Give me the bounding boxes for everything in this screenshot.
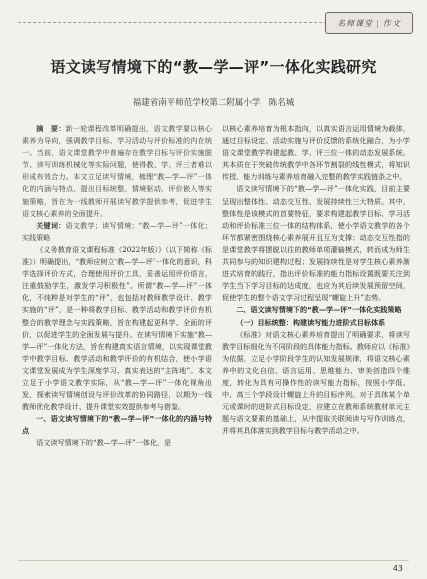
column-name: 名师课堂	[337, 18, 374, 28]
keywords-label: 关键词：	[36, 220, 66, 230]
characteristics-paragraph: 语文读写情境下的“教—学—评”一体化实践，目前主要呈现出整体性、动态交互性、发展持续性三大特质。其中，整体性是该模式的首要特征，要求构建起教学目标、学习活动和评价标准三位一体的结构体系，使小学语文教学的各个环节都紧密围绕核心素养展开且互为支撑；动态交互性指的是课堂教学将摆脱以往的教师单项灌输模式，转而成为师生共同参与的知识建构过程；发展持续性是对学生核心素养渐进式培育的践行，指出评价标准的能力指标设置既要关注到学生当下学习目标的达成度，也应为其后续发展预留空间，促使学生的整个语文学习过程呈现“螺旋上升”态势。	[222, 184, 410, 303]
section-2-heading: 二、语文读写情境下的“教—学—评”一体化实践策略	[236, 305, 402, 315]
continued-paragraph: 以核心素养培育为根本指向，以真实语言运用情境为载体，通过目标设定、活动实施与评价反馈的系统化融合，为小学语文课堂教学构建起教、学、评三位一体的动态发展系统。其本质在于突破传统教学中各环节割裂的线性模式，将知识传授、能力训练与素养培育融入完整的教学实践链条之中。	[222, 124, 410, 182]
page-number: 43	[392, 564, 403, 573]
section-1-paragraph: 语文读写情境下的“教—学—评”一体化，是	[36, 438, 172, 448]
right-text-column	[222, 123, 410, 559]
header-divider	[18, 22, 327, 23]
column-header-tag	[325, 12, 413, 34]
intro-paragraph: 《义务教育语文课程标准（2022年版）》（以下简称《标准》）明确提出，“教师应树立‘教—学—评’一体化的意识，科学选择评价方式，合理使用评价工具，妥善运用评价语言，注重鼓励学生，激发学习积极性”。所谓“教—学—评”一体化，不纯粹是对学生的“评”，也包括对教师教学设计、教学实施的“评”，是一种将教学目标、教学活动和教学评价有机整合的教学理念与实践策略，旨在构建起更科学、全面的评价，以促进学生的全面发展与提升。在读写情境下实施“教—学—评”一体化方法，旨在构建真实语言情境，以实现课堂教学中教学目标、教学活动和教学评价的有机结合，使小学语文课堂发展成为学生深度学习、真实表达的“主阵地”。本文立足于小学语文教学实际，从“教—学—评”一体化视角出发，探索读写情境创设与评价改革的协同路径，以期为一线教师优化教学设计、提升课堂实效提供参考与借鉴。	[22, 244, 212, 412]
section-1-heading: 一、语文读写情境下的“教—学—评”一体化的内涵与特点	[22, 414, 212, 436]
left-text-column	[22, 123, 212, 559]
keywords	[22, 220, 212, 244]
column-tag: 作文	[382, 18, 401, 28]
author-byline: 福建省南平师范学校第二附属小学 陈名城	[132, 98, 295, 108]
footer-divider	[18, 560, 409, 561]
keywords-text: 语文教学；读写情境；“教—学—评”一体化；实践策略	[22, 220, 212, 242]
abstract-label: 摘 要：	[36, 124, 66, 133]
abstract-text: 新一轮课程改革明确提出，语文教学要以核心素养为导向，强调教学目标、学习活动与评价标准的内在统一。当前，语文课堂教学中普遍存在教学目标与评价实施脱节、读写训练机械化等实际问题，使得教、学、评三者难以形成有效合力。本文立足读写情境，梳理“教—学—评”一体化的内涵与特点，提出目标统整、情境驱动、评价嵌入等实施策略，旨在为一线教师开展读写教学提供参考，促进学生语文核心素养的全面提升。	[22, 124, 212, 218]
abstract	[22, 123, 212, 220]
subsection-1-heading: （一）目标统整：构建读写能力进阶式目标体系	[236, 317, 386, 327]
tag-separator-icon: |	[376, 18, 380, 28]
goal-paragraph: 《标准》对语文核心素养培育提出了明确要求，将读写教学目标细化为不同阶段的具体能力指标。教师应以《标准》为依据，立足小学阶段学生的认知发展规律，将语文核心素养中的文化自信、语言运用、思维能力、审美创造四个维度，转化为具有可操作性的读写能力指标，按照小学低、中、高三个学段设计螺旋上升的目标序列。对于具体某个单元或课时的进阶式目标设定，应建立在教师系统教材单元主题与语文要素的基础上，从中提取关联阅读与写作训练点，并将其具体落实到教学目标与教学活动之中。	[222, 329, 410, 436]
article-title: 语文读写情境下的“教—学—评”一体化实践研究	[50, 58, 377, 76]
